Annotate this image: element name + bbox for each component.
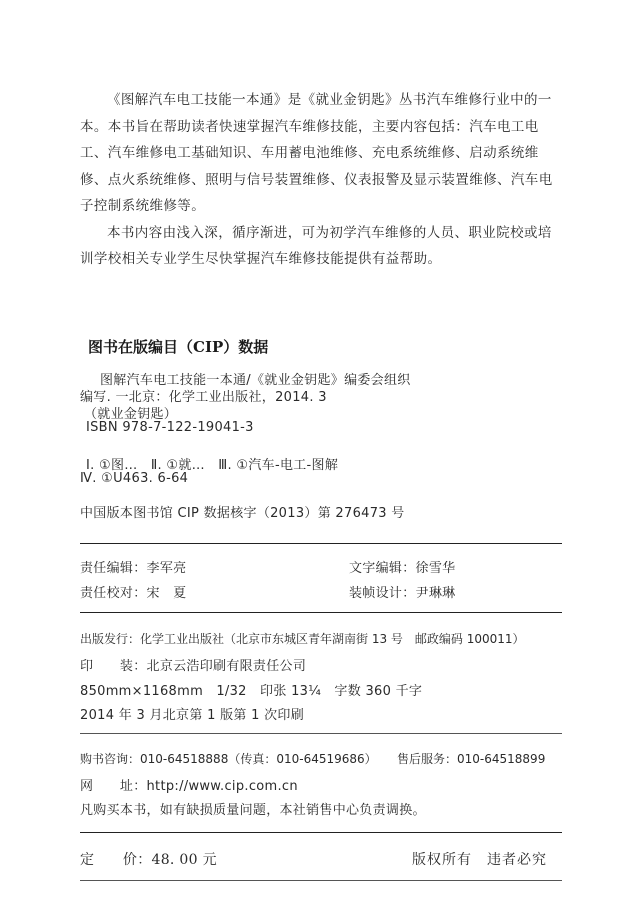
divider bbox=[80, 543, 562, 544]
divider bbox=[80, 612, 562, 613]
designer-label: 装帧设计： bbox=[349, 586, 416, 601]
after-sales-phone: 010-64518899 bbox=[457, 752, 546, 766]
rights-notice: 版权所有 违者必究 bbox=[412, 852, 547, 868]
printer bbox=[80, 655, 306, 674]
cip-line-1: 图解汽车电工技能一本通/《就业金钥匙》编委会组织 bbox=[100, 373, 411, 388]
purchase-label: 购书咨询： bbox=[80, 752, 141, 766]
cip-series: （就业金钥匙） bbox=[84, 407, 178, 422]
text-editor bbox=[349, 557, 455, 576]
designer-name: 尹琳琳 bbox=[415, 586, 456, 601]
price-value: 48. 00 元 bbox=[151, 852, 217, 868]
website bbox=[80, 775, 298, 794]
designer bbox=[349, 582, 455, 601]
price-label: 定 价： bbox=[80, 852, 152, 868]
after-sales-label: 售后服务： bbox=[397, 752, 458, 766]
proofreader-label: 责任校对： bbox=[80, 586, 147, 601]
printer-name: 北京云浩印刷有限责任公司 bbox=[146, 659, 307, 674]
cip-library-record: 中国版本图书馆 CIP 数据核字（2013）第 276473 号 bbox=[80, 506, 405, 521]
publisher-line: 出版发行：化学工业出版社（北京市东城区青年湖南街 13 号 邮政编码 100011） bbox=[80, 632, 525, 646]
proofreader bbox=[80, 582, 186, 601]
website-label: 网 址： bbox=[80, 779, 147, 794]
text-editor-name: 徐雪华 bbox=[415, 561, 456, 576]
cip-classification-2: Ⅳ. ①U463. 6-64 bbox=[80, 471, 189, 486]
intro-section bbox=[80, 87, 560, 273]
intro-paragraph-1: 《图解汽车电工技能一本通》是《就业金钥匙》丛书汽车维修行业中的一本。本书旨在帮助读者快速掌握汽车维修技能，主要内容包括：汽车电工电工、汽车维修电工基础知识、车用蓄电池维修、充电系统维修、启动系统维修、点火系统维修、照明与信号装置维修、仪表报警及显示装置维修、汽车电子控制系统维修等。 bbox=[80, 92, 553, 214]
responsible-editor-label: 责任编辑： bbox=[80, 561, 147, 576]
after-sales bbox=[397, 750, 545, 767]
format-line: 850mm×1168mm 1/32 印张 13¼ 字数 360 千字 bbox=[80, 684, 423, 699]
price bbox=[80, 849, 217, 869]
cip-isbn: ISBN 978-7-122-19041-3 bbox=[86, 420, 254, 435]
divider bbox=[80, 733, 562, 734]
cip-title: 图书在版编目（CIP）数据 bbox=[88, 338, 269, 356]
text-editor-label: 文字编辑： bbox=[349, 561, 416, 576]
printer-label: 印 装： bbox=[80, 659, 147, 674]
responsible-editor-name: 李军亮 bbox=[146, 561, 187, 576]
purchase-inquiry bbox=[80, 750, 377, 767]
divider bbox=[80, 832, 562, 833]
cip-line-2: 编写. 一北京：化学工业出版社，2014. 3 bbox=[80, 390, 327, 405]
cip-classification-1: Ⅰ. ①图… Ⅱ. ①就… Ⅲ. ①汽车-电工-图解 bbox=[86, 458, 339, 473]
purchase-phone: 010-64518888（传真：010-64519686） bbox=[140, 752, 377, 766]
proofreader-name: 宋 夏 bbox=[146, 586, 187, 601]
edition-line: 2014 年 3 月北京第 1 版第 1 次印刷 bbox=[80, 708, 305, 723]
responsible-editor bbox=[80, 557, 186, 576]
divider bbox=[80, 880, 562, 881]
intro-paragraph-2: 本书内容由浅入深，循序渐进，可为初学汽车维修的人员、职业院校或培训学校相关专业学生尽快掌握汽车维修技能提供有益帮助。 bbox=[80, 224, 552, 267]
website-url[interactable]: http://www.cip.com.cn bbox=[146, 779, 298, 794]
quality-notice: 凡购买本书，如有缺损质量问题，本社销售中心负责调换。 bbox=[80, 803, 426, 818]
